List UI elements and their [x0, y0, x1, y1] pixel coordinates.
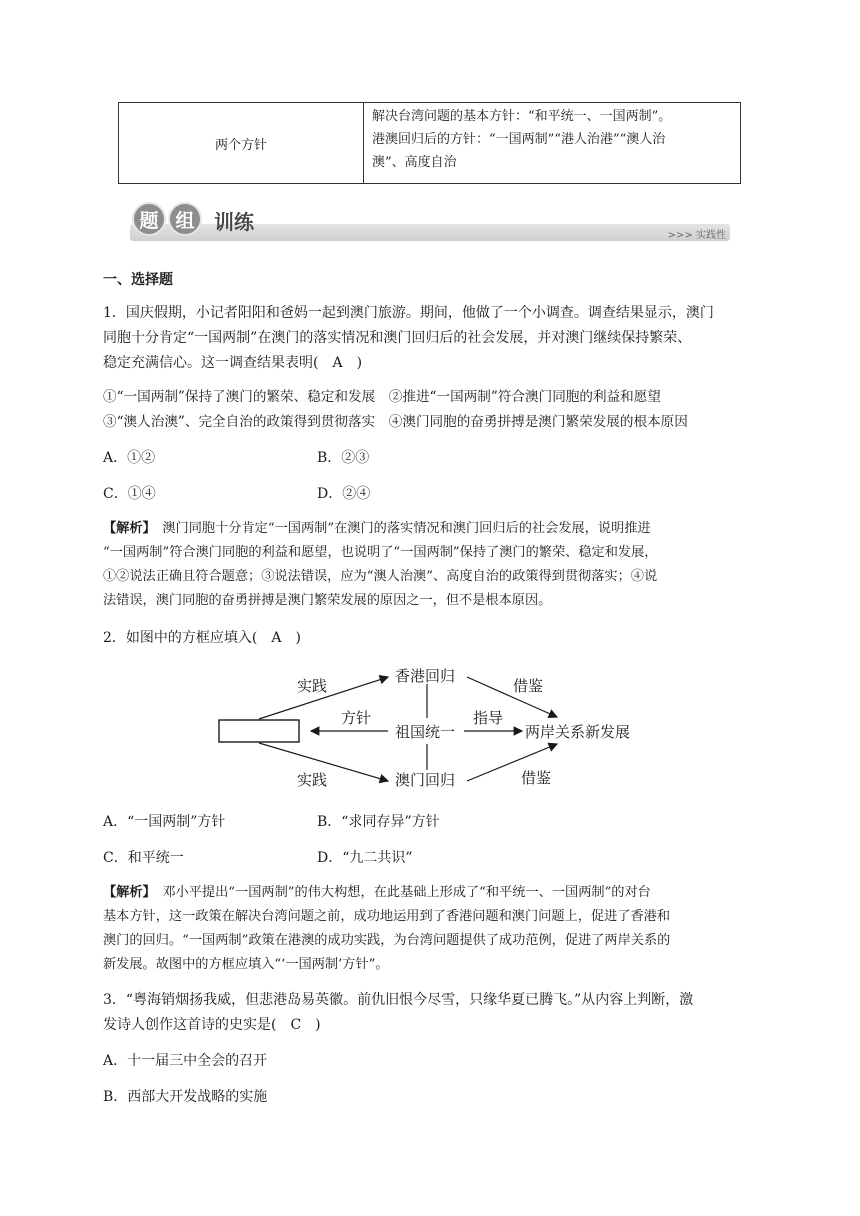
summary-table: [118, 102, 741, 184]
option-a: A．十一届三中全会的召开: [103, 1053, 268, 1069]
option-b: B．②③: [317, 450, 370, 466]
statement-line: ③“澳人治澳”、完全自治的政策得到贯彻落实 ④澳门同胞的奋勇拼搏是澳门繁荣发展的根本原因: [103, 414, 688, 430]
analysis-line: ①②说法正确且符合题意；③说法错误，应为“澳人治澳”、高度自治的政策得到贯彻落实；④说: [103, 569, 658, 584]
label-policy: 方针: [341, 709, 372, 727]
analysis-line: 澳门的回归。“一国两制”政策在港澳的成功实践，为台湾问题提供了成功范例，促进了两岸关系的: [103, 933, 671, 948]
node-macao: 澳门回归: [395, 771, 456, 789]
analysis-line: 【解析】 澳门同胞十分肯定“一国两制”在澳门的落实情况和澳门回归后的社会发展，说明推进: [103, 521, 651, 536]
stem-line: 发诗人创作这首诗的史实是( C ): [103, 1017, 321, 1033]
question-1-stem: [103, 301, 759, 376]
node-hongkong: 香港回归: [395, 667, 456, 685]
table-line: 港澳回归后的方针：“一国两制”“港人治港”“澳人治: [372, 132, 666, 147]
question-1-analysis: [103, 517, 759, 613]
option-c: C．①④: [103, 486, 156, 502]
label-guide: 指导: [473, 709, 504, 727]
option-b: B．西部大开发战略的实施: [103, 1089, 268, 1105]
stem-line: 1．国庆假期，小记者阳阳和爸妈一起到澳门旅游。期间，他做了一个小调查。调查结果显示，澳门: [103, 305, 714, 321]
label-ref-top: 借鉴: [513, 677, 544, 695]
section-heading: 一、选择题: [103, 272, 173, 288]
stem-line: 3．“粤海销烟扬我威，但悲港岛易英徽。前仇旧恨今尽雪，只缘华夏已腾飞。”从内容上判断，激: [103, 992, 694, 1008]
banner-title: 训练: [214, 210, 254, 234]
option-d: D．②④: [317, 486, 371, 502]
label-practice-bottom: 实践: [297, 771, 328, 789]
option-c: C．和平统一: [103, 850, 184, 866]
blank-box: [219, 720, 299, 742]
analysis-line: 新发展。故图中的方框应填入“‘一国两制’方针”。: [103, 957, 389, 972]
statement-line: ①“一国两制”保持了澳门的繁荣、稳定和发展 ②推进“一国两制”符合澳门同胞的利益和愿望: [103, 389, 661, 405]
stem-line: 稳定充满信心。这一调查结果表明( A ): [103, 355, 363, 371]
analysis-line: 法错误，澳门同胞的奋勇拼搏是澳门繁荣发展的原因之一，但不是根本原因。: [103, 593, 552, 608]
question-3-stem: [103, 988, 759, 1038]
table-left-cell: 两个方针: [119, 103, 364, 183]
question-2-analysis: [103, 881, 759, 977]
analysis-label: 【解析】: [103, 885, 150, 900]
question-2-stem: 2．如图中的方框应填入( A ): [103, 630, 301, 646]
analysis-line: 【解析】 邓小平提出“一国两制”的伟大构想，在此基础上形成了“和平统一、一国两制”的对台: [103, 885, 651, 900]
node-cross-strait: 两岸关系新发展: [525, 723, 631, 741]
section-banner: [130, 200, 730, 244]
banner-circle-2: 组: [168, 202, 202, 236]
relationship-diagram: [205, 660, 655, 790]
stem-line: 同胞十分肯定“一国两制”在澳门的落实情况和澳门回归后的社会发展，并对澳门继续保持繁荣、: [103, 330, 692, 346]
analysis-line: “一国两制”符合澳门同胞的利益和愿望，也说明了“一国两制”保持了澳门的繁荣、稳定和发展，: [103, 545, 658, 560]
label-ref-bottom: 借鉴: [521, 769, 552, 787]
table-right-cell: [364, 103, 740, 183]
analysis-line: 基本方针，这一政策在解决台湾问题之前，成功地运用到了香港问题和澳门问题上，促进了香港和: [103, 909, 671, 924]
option-d: D．“九二共识”: [317, 850, 413, 866]
option-a: A．“一国两制”方针: [103, 814, 226, 830]
question-1-statements: [103, 385, 759, 435]
table-line: 澳”、高度自治: [372, 155, 457, 170]
banner-tag: >>> 实践性: [667, 230, 726, 241]
analysis-label: 【解析】: [103, 521, 150, 536]
label-practice-top: 实践: [297, 677, 328, 695]
table-line: 解决台湾问题的基本方针：“和平统一、一国两制”。: [372, 109, 672, 124]
banner-circle-1: 题: [132, 202, 166, 236]
node-reunification: 祖国统一: [395, 723, 456, 741]
option-b: B．“求同存异”方针: [317, 814, 440, 830]
option-a: A．①②: [103, 450, 156, 466]
